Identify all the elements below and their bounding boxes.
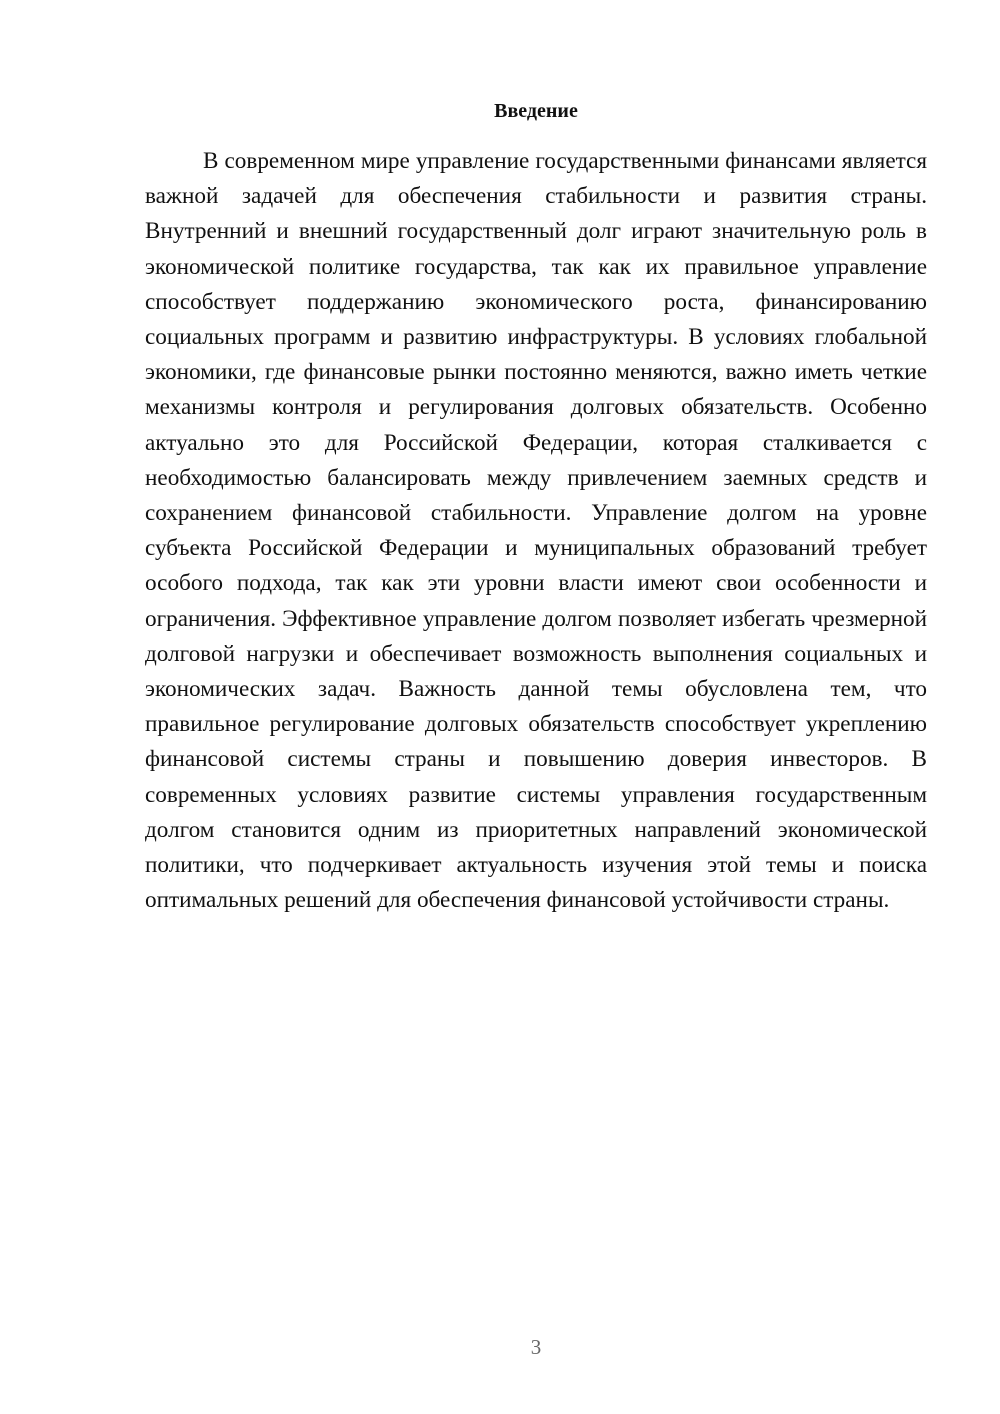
body-paragraph: В современном мире управление государственными финансами является важной задачей для обеспечения стабильности и развития страны. Внутренний и внешний государственный долг играют значительную роль в экономической политике государства, так как их правильное управление способствует поддержанию экономического роста, финансированию социальных программ и развитию инфраструктуры. В условиях глобальной экономики, где финансовые рынки постоянно меняются, важно иметь четкие механизмы контроля и регулирования долговых обязательств. Особенно актуально это для Российской Федерации, которая сталкивается с необходимостью балансировать между привлечением заемных средств и сохранением финансовой стабильности. Управление долгом на уровне субъекта Российской Федерации и муниципальных образований требует особого подхода, так как эти уровни власти имеют свои особенности и ограничения. Эффективное управление долгом позволяет избегать чрезмерной долговой нагрузки и обеспечивает возможность выполнения социальных и экономических задач. Важность данной темы обусловлена тем, что правильное регулирование долговых обязательств способствует укреплению финансовой системы страны и повышению доверия инвесторов. В современных условиях развитие системы управления государственным долгом становится одним из приоритетных направлений экономической политики, что подчеркивает актуальность изучения этой темы и поиска оптимальных решений для обеспечения финансовой устойчивости страны.	[145, 148, 927, 914]
page-number: 3	[530, 1335, 542, 1359]
section-heading: Введение	[494, 100, 578, 122]
